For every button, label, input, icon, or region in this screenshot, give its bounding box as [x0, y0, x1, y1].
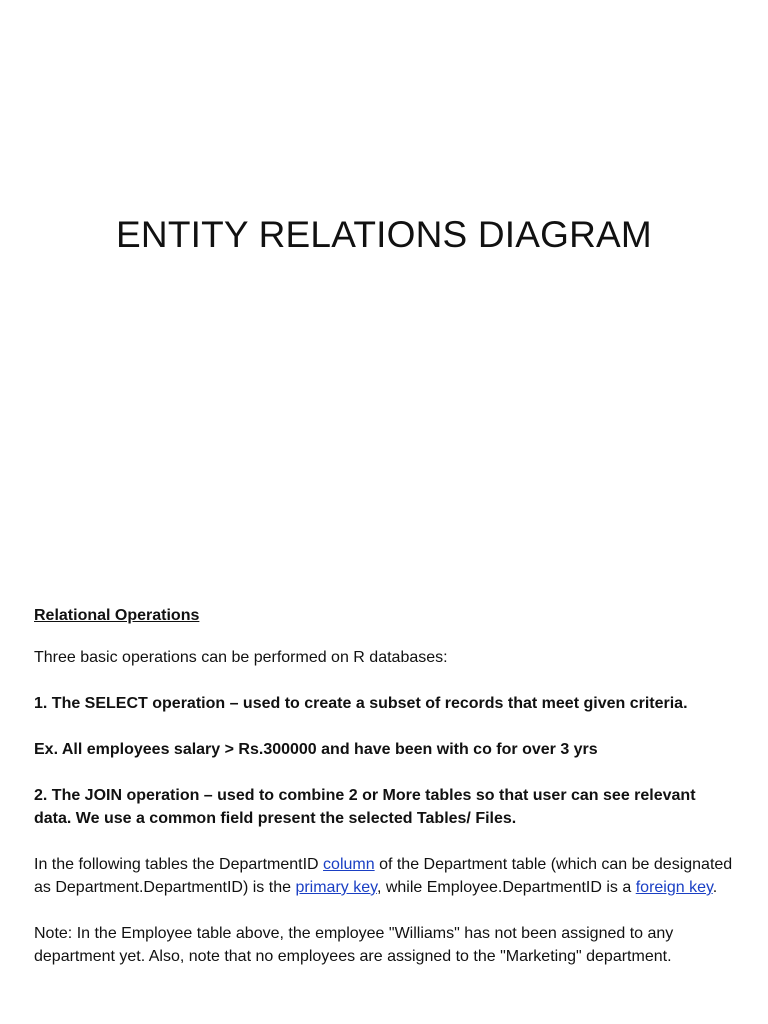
example-text: Ex. All employees salary > Rs.300000 and have been with co for over 3 yrs: [34, 741, 598, 758]
column-link[interactable]: column: [323, 856, 375, 873]
select-operation-text: 1. The SELECT operation – used to create a subset of records that meet given criteria.: [34, 695, 688, 712]
slide-body: [34, 604, 734, 968]
tables-text-part1: In the following tables the DepartmentID: [34, 856, 324, 873]
primary-key-link[interactable]: primary key: [295, 879, 377, 896]
tables-text-part4: .: [712, 879, 718, 896]
join-operation-text: 2. The JOIN operation – used to combine 2 or More tables so that user can see relevant data. We use a common field present the selected Tables/ Files.: [34, 787, 696, 827]
slide-title: ENTITY RELATIONS DIAGRAM: [116, 214, 652, 255]
foreign-key-link[interactable]: foreign key: [635, 879, 713, 896]
tables-text-part3: , while Employee.DepartmentID is a: [376, 879, 636, 896]
tables-paragraph: [34, 853, 734, 899]
note-text: Note: In the Employee table above, the employee "Williams" has not been assigned to any department yet. Also, note that no employees are assigned to the "Marketing" department.: [34, 925, 674, 965]
section-heading: Relational Operations: [34, 607, 200, 624]
tables-text-part2: of the Department table (which can be designated as Department.DepartmentID) is the: [34, 856, 733, 896]
intro-text: Three basic operations can be performed on R databases:: [34, 649, 448, 666]
